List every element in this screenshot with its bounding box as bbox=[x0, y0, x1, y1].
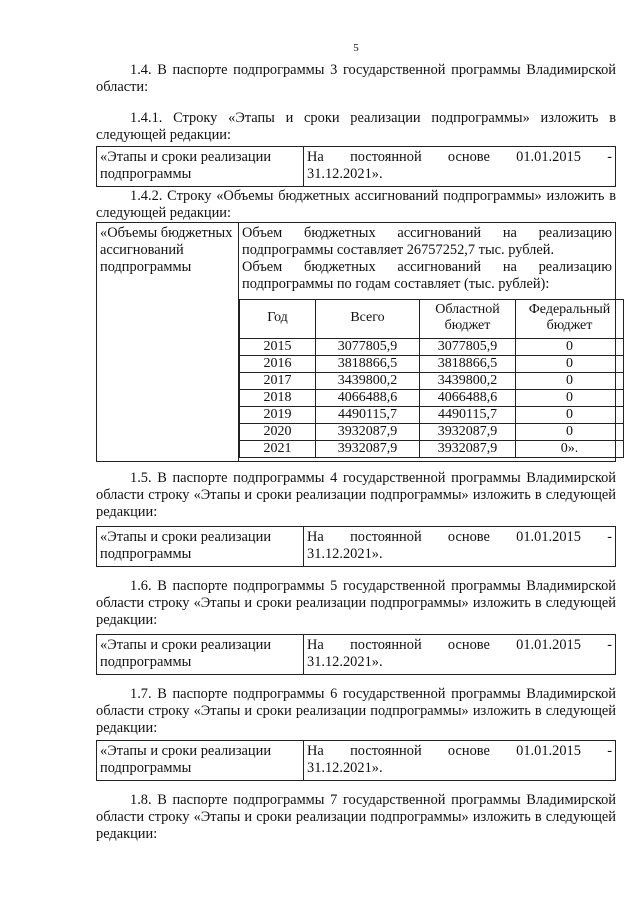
cell-year: 2021 bbox=[240, 441, 316, 458]
row-value-line2: 31.12.2021». bbox=[307, 166, 383, 182]
row-value-line2: 31.12.2021». bbox=[307, 546, 383, 562]
section-1-5-text: 1.5. В паспорте подпрограммы 4 государственной программы Владимирской области строку «Этапы и сроки реализации подпрограммы» изложить в следующей редакции: bbox=[96, 470, 616, 520]
cell-year: 2016 bbox=[240, 356, 316, 373]
cell-federal: 0 bbox=[516, 373, 624, 390]
row-label: «Этапы и сроки реализации подпрограммы bbox=[97, 147, 304, 187]
cell-regional: 3439800,2 bbox=[420, 373, 516, 390]
section-1-4-1 bbox=[96, 110, 616, 144]
cell-total: 3439800,2 bbox=[316, 373, 420, 390]
th-federal: Федеральный бюджет bbox=[516, 300, 624, 339]
row-value bbox=[304, 147, 616, 187]
row-value-line2: 31.12.2021». bbox=[307, 654, 383, 670]
row-value-line2: 31.12.2021». bbox=[307, 760, 383, 776]
section-1-7 bbox=[96, 686, 616, 737]
cell-regional: 4066488,6 bbox=[420, 390, 516, 407]
table-row bbox=[240, 373, 624, 390]
table-row bbox=[240, 390, 624, 407]
row-value bbox=[304, 635, 616, 675]
section-1-8-text: 1.8. В паспорте подпрограммы 7 государственной программы Владимирской области строку «Этапы и сроки реализации подпрограммы» изложить в следующей редакции: bbox=[96, 792, 616, 842]
row-label: «Этапы и сроки реализации подпрограммы bbox=[97, 527, 304, 567]
row-label: «Этапы и сроки реализации подпрограммы bbox=[97, 741, 304, 781]
section-1-4-intro: 1.4. В паспорте подпрограммы 3 государственной программы Владимирской области: bbox=[96, 62, 616, 95]
cell-total: 3932087,9 bbox=[316, 441, 420, 458]
cell-federal: 0 bbox=[516, 390, 624, 407]
section-1-6 bbox=[96, 578, 616, 629]
th-year: Год bbox=[240, 300, 316, 339]
row-label: «Этапы и сроки реализации подпрограммы bbox=[97, 635, 304, 675]
row-value bbox=[304, 527, 616, 567]
row-budget-1-4-2 bbox=[96, 222, 616, 462]
table-row bbox=[240, 441, 624, 458]
cell-year: 2019 bbox=[240, 407, 316, 424]
row-stages-1-4-1 bbox=[96, 146, 616, 187]
section-1-8 bbox=[96, 792, 616, 843]
budget-para-total: Объем бюджетных ассигнований на реализацию подпрограммы составляет 26757252,7 тыс. рублей. bbox=[242, 225, 612, 258]
th-regional: Областной бюджет bbox=[420, 300, 516, 339]
cell-regional: 4490115,7 bbox=[420, 407, 516, 424]
row-value-line1: На постоянной основе 01.01.2015 - bbox=[307, 637, 612, 653]
cell-year: 2018 bbox=[240, 390, 316, 407]
budget-para-years: Объем бюджетных ассигнований на реализацию подпрограммы по годам составляет (тыс. рублей): bbox=[242, 259, 612, 292]
cell-federal: 0». bbox=[516, 441, 624, 458]
cell-year: 2020 bbox=[240, 424, 316, 441]
th-total: Всего bbox=[316, 300, 420, 339]
row-value bbox=[304, 741, 616, 781]
row-stages-1-5 bbox=[96, 526, 616, 567]
cell-regional: 3932087,9 bbox=[420, 424, 516, 441]
section-1-7-text: 1.7. В паспорте подпрограммы 6 государственной программы Владимирской области строку «Этапы и сроки реализации подпрограммы» изложить в следующей редакции: bbox=[96, 686, 616, 736]
budget-row-value bbox=[239, 223, 616, 462]
cell-year: 2015 bbox=[240, 339, 316, 356]
row-value-line1: На постоянной основе 01.01.2015 - bbox=[307, 529, 612, 545]
page-number: 5 bbox=[353, 42, 359, 54]
section-1-6-text: 1.6. В паспорте подпрограммы 5 государственной программы Владимирской области строку «Этапы и сроки реализации подпрограммы» изложить в следующей редакции: bbox=[96, 578, 616, 628]
cell-federal: 0 bbox=[516, 356, 624, 373]
section-1-5 bbox=[96, 470, 616, 521]
cell-regional: 3818866,5 bbox=[420, 356, 516, 373]
table-row bbox=[240, 339, 624, 356]
table-row bbox=[240, 407, 624, 424]
row-value-line1: На постоянной основе 01.01.2015 - bbox=[307, 743, 612, 759]
cell-federal: 0 bbox=[516, 407, 624, 424]
cell-federal: 0 bbox=[516, 424, 624, 441]
budget-row-label: «Объемы бюджетных ассигнований подпрограммы bbox=[97, 223, 239, 462]
cell-year: 2017 bbox=[240, 373, 316, 390]
cell-total: 3932087,9 bbox=[316, 424, 420, 441]
section-1-4 bbox=[96, 62, 616, 96]
row-stages-1-6 bbox=[96, 634, 616, 675]
cell-total: 4490115,7 bbox=[316, 407, 420, 424]
row-value-line1: На постоянной основе 01.01.2015 - bbox=[307, 149, 612, 165]
cell-total: 3077805,9 bbox=[316, 339, 420, 356]
section-1-4-2-text: 1.4.2. Строку «Объемы бюджетных ассигнований подпрограммы» изложить в следующей редакции: bbox=[96, 188, 616, 221]
cell-regional: 3077805,9 bbox=[420, 339, 516, 356]
row-stages-1-7 bbox=[96, 740, 616, 781]
table-row bbox=[240, 356, 624, 373]
cell-total: 3818866,5 bbox=[316, 356, 420, 373]
table-row bbox=[240, 424, 624, 441]
section-1-4-2 bbox=[96, 188, 616, 222]
cell-regional: 3932087,9 bbox=[420, 441, 516, 458]
cell-total: 4066488,6 bbox=[316, 390, 420, 407]
cell-federal: 0 bbox=[516, 339, 624, 356]
section-1-4-1-text: 1.4.1. Строку «Этапы и сроки реализации подпрограммы» изложить в следующей редакции: bbox=[96, 110, 616, 143]
budget-years-table bbox=[239, 299, 624, 458]
